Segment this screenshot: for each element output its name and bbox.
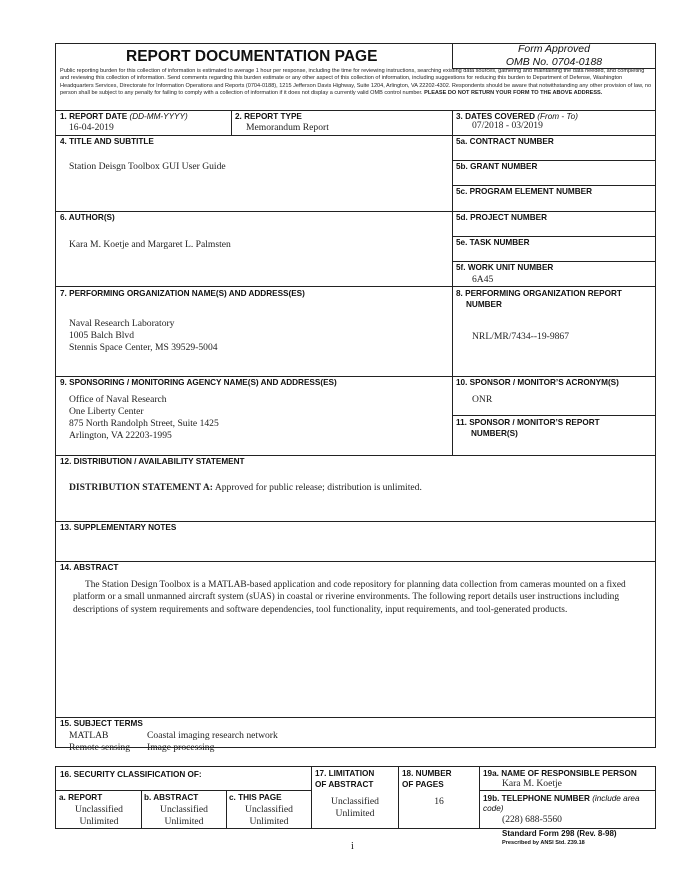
sponsor-report-label-2: NUMBER(S) (471, 429, 518, 438)
report-documentation-form (55, 43, 656, 828)
rule-author-bottom (55, 286, 656, 287)
number-of-pages-label: 18. NUMBER (402, 769, 452, 778)
rule-5b (452, 185, 656, 186)
border-bottom (55, 747, 656, 748)
sponsoring-agency-line: Arlington, VA 22203-1995 (69, 430, 172, 441)
security-classification-label: 16. SECURITY CLASSIFICATION OF: (60, 770, 202, 779)
rule-v-right-column (452, 110, 453, 456)
report-type-value: Memorandum Report (246, 122, 329, 133)
performing-org-line: 1005 Balch Blvd (69, 330, 135, 341)
limitation-label: 17. LIMITATION (315, 769, 375, 778)
rule-5a (452, 160, 656, 161)
rule-sponsor-bottom (55, 455, 656, 456)
sponsoring-agency-label: 9. SPONSORING / MONITORING AGENCY NAME(S) AND ADDRESS(ES) (60, 378, 337, 387)
sponsor-acronym-label: 10. SPONSOR / MONITOR’S ACRONYM(S) (456, 378, 619, 387)
security-abstract-label: b. ABSTRACT (144, 793, 199, 802)
page-number: i (351, 841, 354, 852)
border-right (655, 43, 656, 748)
work-unit-label: 5f. WORK UNIT NUMBER (456, 263, 554, 272)
rule-dist-bottom (55, 521, 656, 522)
rule-terms-bottom (55, 766, 656, 767)
title-value: Station Deisgn Toolbox GUI User Guide (69, 161, 226, 172)
abstract-label: 14. ABSTRACT (60, 563, 119, 572)
work-unit-value: 6A45 (472, 274, 494, 285)
limitation-value: Unclassified (331, 796, 379, 807)
rule-title-bottom (55, 211, 656, 212)
performing-report-value: NRL/MR/7434--19-9867 (472, 331, 570, 342)
telephone-value: (228) 688-5560 (502, 814, 562, 825)
responsible-person-value: Kara M. Koetje (502, 778, 562, 789)
security-this-page-value: Unclassified (245, 804, 293, 815)
subject-term: MATLAB (69, 730, 109, 741)
performing-report-label-2: NUMBER (466, 300, 502, 309)
subject-term: Image processing (147, 742, 215, 753)
subject-term: Coastal imaging research network (147, 730, 278, 741)
security-report-label: a. REPORT (59, 793, 103, 802)
rule-supp-bottom (55, 561, 656, 562)
number-of-pages-label-2: OF PAGES (402, 780, 444, 789)
number-of-pages-value: 16 (434, 796, 444, 807)
report-date-value: 16-04-2019 (69, 122, 114, 133)
burden-statement: Public reporting burden for this collection of information is estimated to average 1 hour per response, including the time for reviewing instructions, searching existing data sources, gathering and maintaining the data needed, and completing and reviewing this collection of information. Send comments regarding this burden estimate or any other aspect of this collection of information, including suggestions for reducing this burden to Department of Defense, Washington Headquarters Services, Directorate for Information Operations and Reports (0704-0188), 1215 Jefferson Davis Highway, Suite 1204, Arlington, VA 22202-4302. Respondents should be aware that notwithstanding any other provision of law, no person shall be subject to any penalty for failing to comply with a collection of information if it does not display a currently valid OMB control number. PLEASE DO NOT RETURN YOUR FORM TO THE ABOVE ADDRESS. (60, 68, 652, 96)
page-title: REPORT DOCUMENTATION PAGE (126, 48, 378, 65)
dates-covered-value: 07/2018 - 03/2019 (472, 120, 543, 131)
security-this-page-label: c. THIS PAGE (229, 793, 282, 802)
subject-terms-label: 15. SUBJECT TERMS (60, 719, 143, 728)
border-left (55, 43, 56, 748)
rule-abstract-bottom (55, 717, 656, 718)
rule-v-19 (479, 766, 480, 828)
authors-value: Kara M. Koetje and Margaret L. Palmsten (69, 239, 231, 250)
sponsor-report-label: 11. SPONSOR / MONITOR’S REPORT (456, 418, 600, 427)
rule-5d (452, 236, 656, 237)
title-label: 4. TITLE AND SUBTITLE (60, 137, 154, 146)
rule-perf-bottom (55, 376, 656, 377)
sponsoring-agency-line: Office of Naval Research (69, 394, 167, 405)
performing-org-line: Naval Research Laboratory (69, 318, 175, 329)
project-number-label: 5d. PROJECT NUMBER (456, 213, 547, 222)
telephone-hint: code) (483, 804, 504, 813)
rule-row1-top (55, 110, 656, 111)
security-report-distribution: Unlimited (79, 816, 119, 827)
supplementary-label: 13. SUPPLEMENTARY NOTES (60, 523, 177, 532)
header-divider (452, 43, 453, 68)
report-type-label: 2. REPORT TYPE (235, 112, 302, 121)
rule-security-sub (55, 790, 311, 791)
rule-v-right-bottom (655, 766, 656, 828)
task-number-label: 5e. TASK NUMBER (456, 238, 530, 247)
program-element-label: 5c. PROGRAM ELEMENT NUMBER (456, 187, 593, 196)
rule-5e (452, 261, 656, 262)
sponsoring-agency-line: One Liberty Center (69, 406, 144, 417)
sponsoring-agency-line: 875 North Randolph Street, Suite 1425 (69, 418, 219, 429)
performing-report-label: 8. PERFORMING ORGANIZATION REPORT (456, 289, 622, 298)
security-abstract-value: Unclassified (160, 804, 208, 815)
limitation-distribution: Unlimited (335, 808, 375, 819)
rule-row1-bottom (55, 135, 656, 136)
authors-label: 6. AUTHOR(S) (60, 213, 115, 222)
distribution-label: 12. DISTRIBUTION / AVAILABILITY STATEMENT (60, 457, 245, 466)
standard-form-label: Standard Form 298 (Rev. 8-98) (502, 829, 617, 838)
performing-org-label: 7. PERFORMING ORGANIZATION NAME(S) AND ADDRESS(ES) (60, 289, 305, 298)
rule-10 (452, 415, 656, 416)
rule-19a-bottom (479, 790, 656, 791)
rule-v-date-type (231, 110, 232, 136)
security-abstract-distribution: Unlimited (164, 816, 204, 827)
dates-covered-label: 3. DATES COVERED (From - To) (456, 112, 578, 121)
omb-number: OMB No. 0704-0188 (505, 56, 603, 68)
limitation-label-2: OF ABSTRACT (315, 780, 374, 789)
responsible-person-label: 19a. NAME OF RESPONSIBLE PERSON (483, 769, 637, 778)
sponsor-acronym-value: ONR (472, 394, 493, 405)
abstract-text: The Station Design Toolbox is a MATLAB-based application and code repository for planning data collection from cameras mounted on a fixed platform or a small unmanned aircraft system (sUAS) in coastal or riverine environments. The following report details user instructions including descriptions of system requirements and software dependencies, tool functionality, input requirements, and tool-generated products. (73, 580, 626, 615)
report-date-label: 1. REPORT DATE (DD-MM-YYYY) (60, 112, 188, 121)
security-report-value: Unclassified (75, 804, 123, 815)
form-approved-label: Form Approved (518, 43, 590, 55)
prescribed-by-label: Prescribed by ANSI Std. Z39.18 (502, 840, 585, 846)
performing-org-line: Stennis Space Center, MS 39529-5004 (69, 342, 218, 353)
rule-v-left-bottom (55, 766, 56, 828)
grant-number-label: 5b. GRANT NUMBER (456, 162, 538, 171)
contract-number-label: 5a. CONTRACT NUMBER (456, 137, 554, 146)
telephone-label: 19b. TELEPHONE NUMBER (include area (483, 794, 640, 803)
distribution-statement: DISTRIBUTION STATEMENT A: Approved for public release; distribution is unlimited. (69, 482, 422, 493)
security-this-page-distribution: Unlimited (249, 816, 289, 827)
subject-term: Remote sensing (69, 742, 131, 753)
